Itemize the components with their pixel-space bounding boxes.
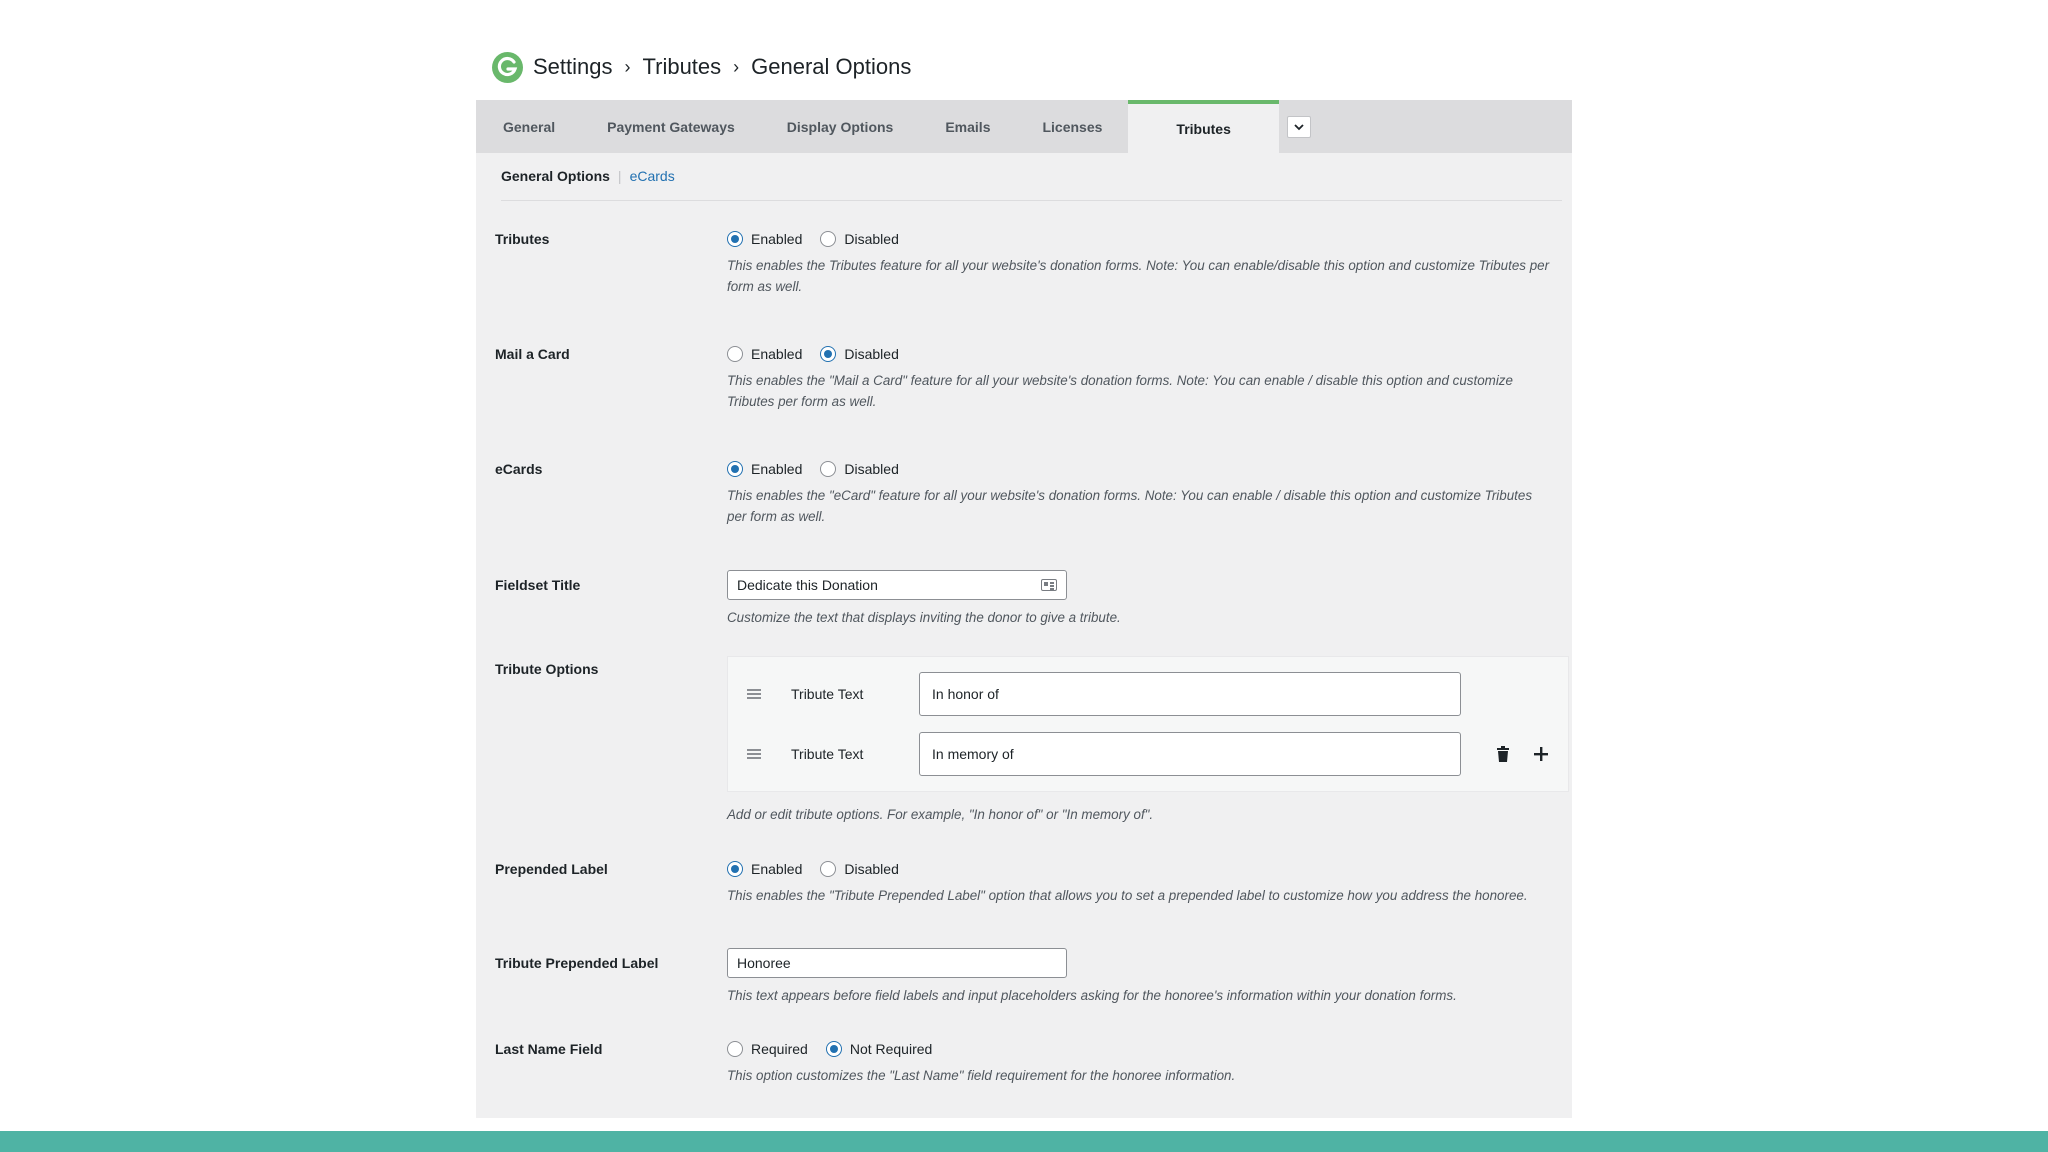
mail-card-enabled-radio[interactable] [727, 346, 743, 362]
prepended-enabled-radio[interactable] [727, 861, 743, 877]
breadcrumb-tributes[interactable]: Tributes [642, 54, 722, 79]
radio-label: Disabled [844, 231, 899, 247]
tab-general[interactable]: General [503, 118, 556, 135]
tribute-option-label: Tribute Text [791, 686, 864, 702]
breadcrumb-general-options: General Options [751, 54, 912, 79]
radio-label: Required [751, 1041, 808, 1057]
tribute-option-row [728, 732, 1568, 776]
setting-description: This option customizes the "Last Name" field requirement for the honoree information. [727, 1068, 1236, 1083]
subnav-general-options: General Options [501, 168, 610, 184]
setting-label: Mail a Card [495, 346, 570, 362]
radio-label: Disabled [844, 346, 899, 362]
tab-emails[interactable]: Emails [945, 118, 991, 135]
subnav-divider: | [617, 168, 622, 184]
ecards-radio-group [727, 460, 1552, 478]
setting-label: Last Name Field [495, 1041, 603, 1057]
last-name-not-required-radio[interactable] [826, 1041, 842, 1057]
radio-label: Not Required [849, 1041, 933, 1057]
radio-label: Disabled [844, 461, 899, 477]
setting-label: Fieldset Title [495, 577, 581, 593]
radio-label: Enabled [751, 861, 803, 877]
tab-payment-gateways[interactable]: Payment Gateways [607, 118, 735, 135]
setting-description: This enables the Tributes feature for all your website's donation forms. Note: You can enable/disable this option and customize Tributes per form as well. [727, 258, 1550, 294]
section-subnav [501, 168, 1562, 201]
last-name-radio-group [727, 1040, 1552, 1058]
breadcrumb-settings[interactable]: Settings [533, 54, 613, 79]
last-name-required-radio[interactable] [727, 1041, 743, 1057]
setting-label: Tribute Prepended Label [495, 955, 659, 971]
setting-label: Tribute Options [495, 661, 599, 677]
settings-panel [476, 100, 1572, 1118]
breadcrumb-separator: › [624, 56, 631, 77]
drag-handle-icon[interactable] [747, 689, 761, 699]
tribute-prepended-label-input[interactable] [727, 948, 1067, 978]
breadcrumb-separator: › [733, 56, 740, 77]
setting-description: This enables the "Mail a Card" feature for all your website's donation forms. Note: You can enable / disable this option and customize Tributes per form as well. [727, 373, 1513, 409]
subnav-ecards-link[interactable]: eCards [629, 168, 675, 184]
tribute-options-list [727, 656, 1569, 792]
setting-label: eCards [495, 461, 543, 477]
more-tabs-dropdown[interactable] [1287, 116, 1311, 138]
chevron-down-icon [1293, 123, 1305, 131]
setting-label: Prepended Label [495, 861, 608, 877]
radio-label: Enabled [751, 231, 803, 247]
mail-card-radio-group [727, 345, 1552, 363]
tab-tributes[interactable]: Tributes [1128, 100, 1278, 153]
radio-label: Enabled [751, 461, 803, 477]
prepended-label-radio-group [727, 860, 1552, 878]
radio-label: Disabled [844, 861, 899, 877]
fieldset-title-input[interactable] [727, 570, 1067, 600]
tribute-option-row [728, 672, 1568, 716]
givewp-logo-icon [492, 52, 523, 83]
settings-tabs [476, 100, 1572, 153]
setting-label: Tributes [495, 231, 550, 247]
drag-handle-icon[interactable] [747, 749, 761, 759]
tribute-option-input[interactable]: In honor of [919, 672, 1461, 716]
setting-description: Customize the text that displays inviting the donor to give a tribute. [727, 610, 1121, 625]
input-value: Dedicate this Donation [737, 577, 878, 593]
ecards-disabled-radio[interactable] [820, 461, 836, 477]
tributes-disabled-radio[interactable] [820, 231, 836, 247]
plus-icon[interactable] [1530, 743, 1552, 765]
tribute-option-input[interactable]: In memory of [919, 732, 1461, 776]
setting-description: This enables the "Tribute Prepended Label" option that allows you to set a prepended label to customize how you address the honoree. [727, 888, 1528, 903]
mail-card-disabled-radio[interactable] [820, 346, 836, 362]
setting-description: This enables the "eCard" feature for all your website's donation forms. Note: You can enable / disable this option and customize Tributes per form as well. [727, 488, 1533, 524]
tab-display-options[interactable]: Display Options [786, 118, 894, 135]
footer-bar [0, 1131, 2048, 1152]
setting-description: Add or edit tribute options. For example, "In honor of" or "In memory of". [727, 807, 1154, 822]
trash-icon[interactable] [1492, 743, 1514, 765]
breadcrumb [533, 54, 911, 80]
ecards-enabled-radio[interactable] [727, 461, 743, 477]
prepended-disabled-radio[interactable] [820, 861, 836, 877]
tab-licenses[interactable]: Licenses [1042, 118, 1103, 135]
radio-label: Enabled [751, 346, 803, 362]
page-header [492, 50, 911, 84]
tributes-enabled-radio[interactable] [727, 231, 743, 247]
input-value: Honoree [737, 955, 791, 971]
tribute-option-label: Tribute Text [791, 746, 864, 762]
field-template-icon[interactable] [1041, 579, 1057, 591]
setting-description: This text appears before field labels and input placeholders asking for the honoree's information within your donation forms. [727, 988, 1457, 1003]
tributes-radio-group [727, 230, 1552, 248]
